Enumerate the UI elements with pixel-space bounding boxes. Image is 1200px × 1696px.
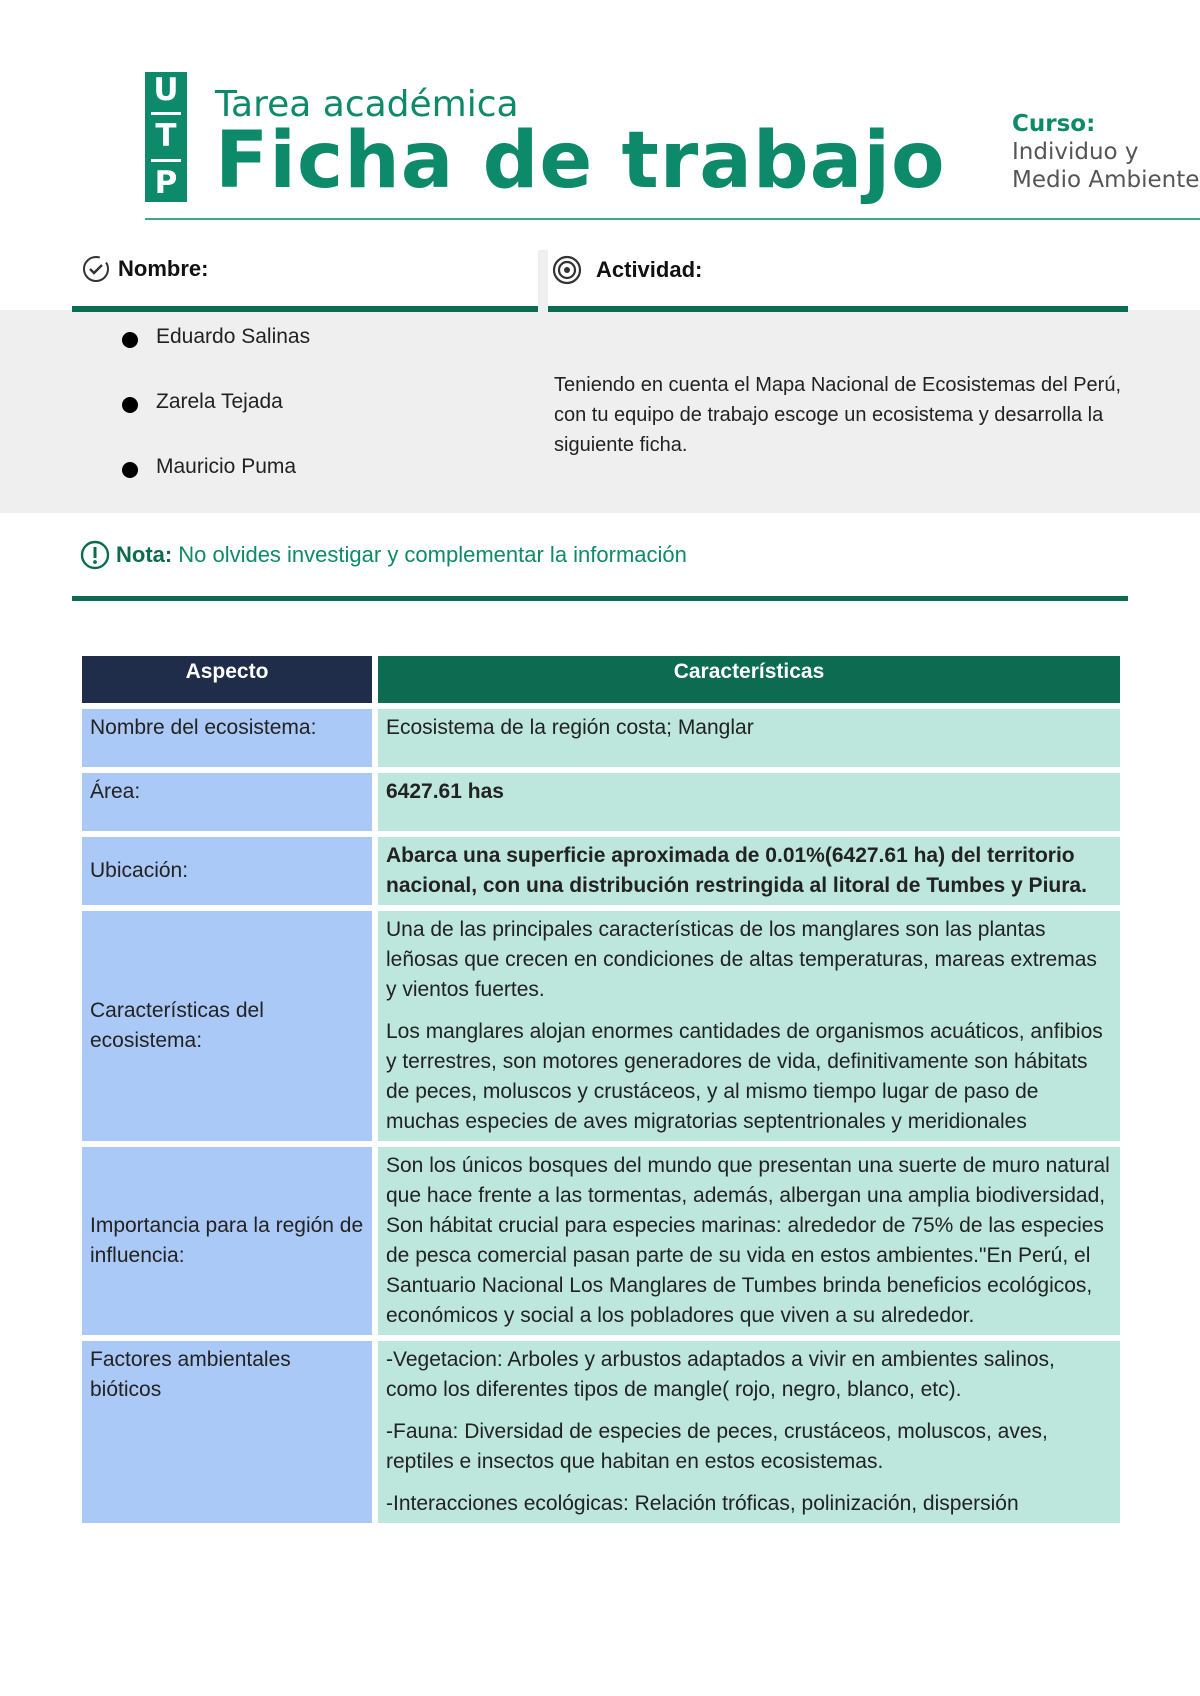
column-gap bbox=[538, 250, 548, 310]
name-underline bbox=[72, 306, 538, 312]
characteristics-cell bbox=[378, 1147, 1120, 1335]
aspect-cell: Área: bbox=[82, 773, 372, 831]
page-subtitle: Tarea académica bbox=[215, 84, 519, 125]
cell-paragraph: -Fauna: Diversidad de especies de peces, crustáceos, moluscos, aves, reptiles e insectos que habitan en estos ecosistemas. bbox=[386, 1420, 1048, 1473]
activity-label: Actividad: bbox=[596, 257, 703, 282]
characteristics-cell bbox=[378, 911, 1120, 1141]
note bbox=[80, 540, 687, 570]
activity-heading bbox=[552, 255, 702, 285]
table-row bbox=[82, 1147, 1120, 1335]
page-title: Ficha de trabajo bbox=[215, 116, 946, 206]
aspect-cell: Ubicación: bbox=[82, 837, 372, 905]
cell-paragraph: Una de las principales características de los manglares son las plantas leñosas que crecen en condiciones de altas temperaturas, mareas extremas y vientos fuertes. bbox=[386, 918, 1097, 1001]
table-row bbox=[82, 709, 1120, 767]
course-name-line1: Individuo y bbox=[1012, 139, 1139, 165]
logo-letter-t: T bbox=[155, 118, 177, 155]
cell-paragraph: -Interacciones ecológicas: Relación tróficas, polinización, dispersión bbox=[386, 1492, 1019, 1515]
aspect-cell: Factores ambientales bióticos bbox=[82, 1341, 372, 1523]
member-item: Mauricio Puma bbox=[120, 452, 310, 517]
cell-paragraph: -Vegetacion: Arboles y arbustos adaptados a vivir en ambientes salinos, como los diferentes tipos de mangle( rojo, negro, blanco, etc). bbox=[386, 1348, 1055, 1401]
activity-underline bbox=[548, 306, 1128, 312]
logo-letter-p: P bbox=[154, 164, 178, 201]
table-header-row bbox=[82, 656, 1120, 703]
table-row bbox=[82, 1341, 1120, 1523]
member-item: Eduardo Salinas bbox=[120, 322, 310, 387]
table-row bbox=[82, 837, 1120, 905]
logo-divider bbox=[151, 112, 181, 115]
table-row bbox=[82, 773, 1120, 831]
name-label: Nombre: bbox=[118, 256, 209, 281]
utp-logo bbox=[145, 72, 187, 202]
course-label: Curso: bbox=[1012, 111, 1096, 137]
aspect-cell: Importancia para la región de influencia: bbox=[82, 1147, 372, 1335]
cell-paragraph: Abarca una superficie aproximada de 0.01%(6427.61 ha) del territorio nacional, con una distribución restringida al litoral de Tumbes y Piura. bbox=[386, 844, 1087, 897]
note-label: Nota: bbox=[116, 542, 173, 567]
ecosystem-table bbox=[76, 650, 1126, 1529]
aspect-cell: Características del ecosistema: bbox=[82, 911, 372, 1141]
logo-letter-u: U bbox=[153, 72, 179, 109]
cell-paragraph: Son los únicos bosques del mundo que presentan una suerte de muro natural que hace frente a las tormentas, además, albergan una amplia biodiversidad, Son hábitat crucial para especies marinas: alrededor de 75% de las especies de pesca comercial pasan parte de su vida en estos ambientes."En Perú, el Santuario Nacional Los Manglares de Tumbes brinda beneficios ecológicos, económicos y social a los pobladores que viven a su alrededor. bbox=[386, 1154, 1110, 1327]
activity-description: Teniendo en cuenta el Mapa Nacional de Ecosistemas del Perú, con tu equipo de trabajo escoge un ecosistema y desarrolla la siguiente ficha. bbox=[554, 374, 1122, 456]
member-item: Zarela Tejada bbox=[120, 387, 310, 452]
header-divider bbox=[145, 218, 1200, 220]
name-heading bbox=[82, 255, 208, 283]
header-aspect: Aspecto bbox=[82, 656, 372, 703]
characteristics-cell bbox=[378, 837, 1120, 905]
characteristics-cell bbox=[378, 709, 1120, 767]
logo-divider bbox=[151, 159, 181, 162]
characteristics-cell bbox=[378, 773, 1120, 831]
header-characteristics: Características bbox=[378, 656, 1120, 703]
check-circle-icon bbox=[82, 255, 110, 283]
note-divider bbox=[72, 596, 1128, 601]
course-info bbox=[1012, 110, 1199, 194]
cell-paragraph: Los manglares alojan enormes cantidades de organismos acuáticos, anfibios y terrestres, son motores generadores de vida, definitivamente son hábitats de peces, moluscos y crustáceos, y al mismo tiempo lugar de paso de muchas especies de aves migratorias septentrionales y meridionales bbox=[386, 1020, 1103, 1133]
characteristics-cell bbox=[378, 1341, 1120, 1523]
cell-paragraph: 6427.61 has bbox=[386, 780, 504, 803]
member-list bbox=[120, 322, 310, 517]
note-text: No olvides investigar y complementar la información bbox=[178, 542, 687, 567]
target-icon bbox=[552, 255, 582, 285]
course-name-line2: Medio Ambiente bbox=[1012, 167, 1200, 193]
table-row bbox=[82, 911, 1120, 1141]
cell-paragraph: Ecosistema de la región costa; Manglar bbox=[386, 716, 754, 739]
exclamation-circle-icon bbox=[80, 540, 110, 570]
aspect-cell: Nombre del ecosistema: bbox=[82, 709, 372, 767]
